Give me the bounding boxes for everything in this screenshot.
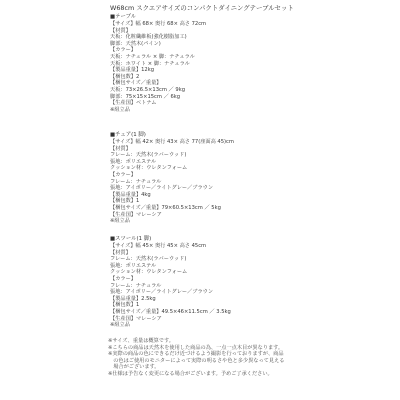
spec-line: 天板：ナチュラル × 脚：ナチュラル — [110, 53, 195, 60]
spec-line: 【梱包数】1 — [110, 198, 140, 205]
page-title: W68cm スクエアサイズのコンパクトダイニングテーブルセット — [110, 4, 294, 12]
note-line: ※仕様は予告なく変更になる場合がございます。予めご了承ください。 — [108, 370, 273, 377]
spec-line: 脚部：天然木(パイン) — [110, 40, 161, 47]
spec-line: 【サイズ】幅 42× 奥行 43× 高さ 77(座面高 45)cm — [110, 139, 234, 145]
spec-line: 天板：73×26.5×13cm ／ 9kg — [110, 86, 185, 93]
note-line: ※実際の商品の色にできるだけ近づけるよう撮影を行っておりますが、商品 — [108, 351, 284, 358]
spec-line: 【カラー】 — [110, 47, 136, 54]
spec-line: 張地：ポリエステル — [110, 262, 157, 269]
spec-line: 【材質】 — [110, 145, 131, 152]
spec-line: クッション材：ウレタンフォーム — [110, 165, 188, 172]
section-heading-chair: ■チェア(1 脚) — [110, 132, 146, 138]
section-heading-table: ■テーブル — [110, 14, 137, 20]
spec-line: 【材質】 — [110, 27, 131, 34]
spec-line: 【サイズ】幅 68× 奥行 68× 高さ 72cm — [110, 21, 207, 27]
spec-line: 【梱包サイズ／重量】49.5×46×11.5cm ／ 3.5kg — [110, 308, 231, 315]
spec-line: 【製品重量】4kg — [110, 191, 151, 198]
spec-line: フレーム：天然木(ラバーウッド) — [110, 152, 187, 159]
notes-block — [108, 338, 308, 378]
note-line: ※サイズ、重量は概算です。 — [108, 338, 174, 344]
note-line: ※こちらの商品は天然木を使用した商品の為、一点一点木目が異なります。 — [108, 344, 284, 351]
spec-line: 【サイズ】幅 45× 奥行 45× 高さ 45cm — [110, 243, 207, 249]
spec-line: 【梱包サイズ／重量】79×60.5×13cm ／ 5kg — [110, 204, 221, 211]
spec-line: 【梱包サイズ／重量】 — [110, 80, 162, 87]
section-heading-stool: ■スツール(1 脚) — [110, 236, 152, 242]
spec-line: ※組立品 — [110, 218, 130, 225]
note-line: の色はご使用のモニターによって実際の明るさや色と多少異なって見える — [108, 357, 285, 364]
spec-line: 【製品重量】12kg — [110, 67, 155, 74]
spec-line: 【生産国】マレーシア — [110, 315, 162, 322]
spec-line: フレーム：ナチュラル — [110, 178, 162, 185]
spec-line: 張地：アイボリー／ライトグレー／ブラウン — [110, 289, 214, 296]
spec-line: 脚部：75×15×15cm ／ 6kg — [110, 93, 181, 100]
section-stool — [110, 236, 310, 329]
spec-line: 天板：化粧繊維板(強化樹脂加工) — [110, 34, 187, 41]
spec-line: ※組立品 — [110, 322, 130, 329]
spec-line: フレーム：ナチュラル — [110, 282, 162, 289]
spec-line: 【カラー】 — [110, 171, 136, 178]
spec-line: 【材質】 — [110, 249, 131, 256]
spec-line: 張地：ポリエステル — [110, 158, 157, 165]
section-chair — [110, 132, 310, 225]
spec-line: 【梱包数】1 — [110, 302, 140, 309]
note-line: 場合がございます。 — [108, 364, 160, 371]
spec-line: 【梱包数】2 — [110, 73, 140, 80]
spec-line: 【生産国】ベトナム — [110, 100, 157, 107]
spec-line: 【カラー】 — [110, 275, 136, 282]
spec-line: 天板：ホワイト × 脚：ナチュラル — [110, 60, 190, 67]
spec-line: 張地：アイボリー／ライトグレー／ブラウン — [110, 185, 214, 192]
spec-line: クッション材：ウレタンフォーム — [110, 269, 188, 276]
spec-line: ※組立品 — [110, 106, 130, 113]
spec-line: 【生産国】マレーシア — [110, 211, 162, 218]
section-table — [110, 14, 310, 113]
spec-line: 【製品重量】2.5kg — [110, 295, 156, 302]
spec-line: フレーム：天然木(ラバーウッド) — [110, 256, 187, 263]
